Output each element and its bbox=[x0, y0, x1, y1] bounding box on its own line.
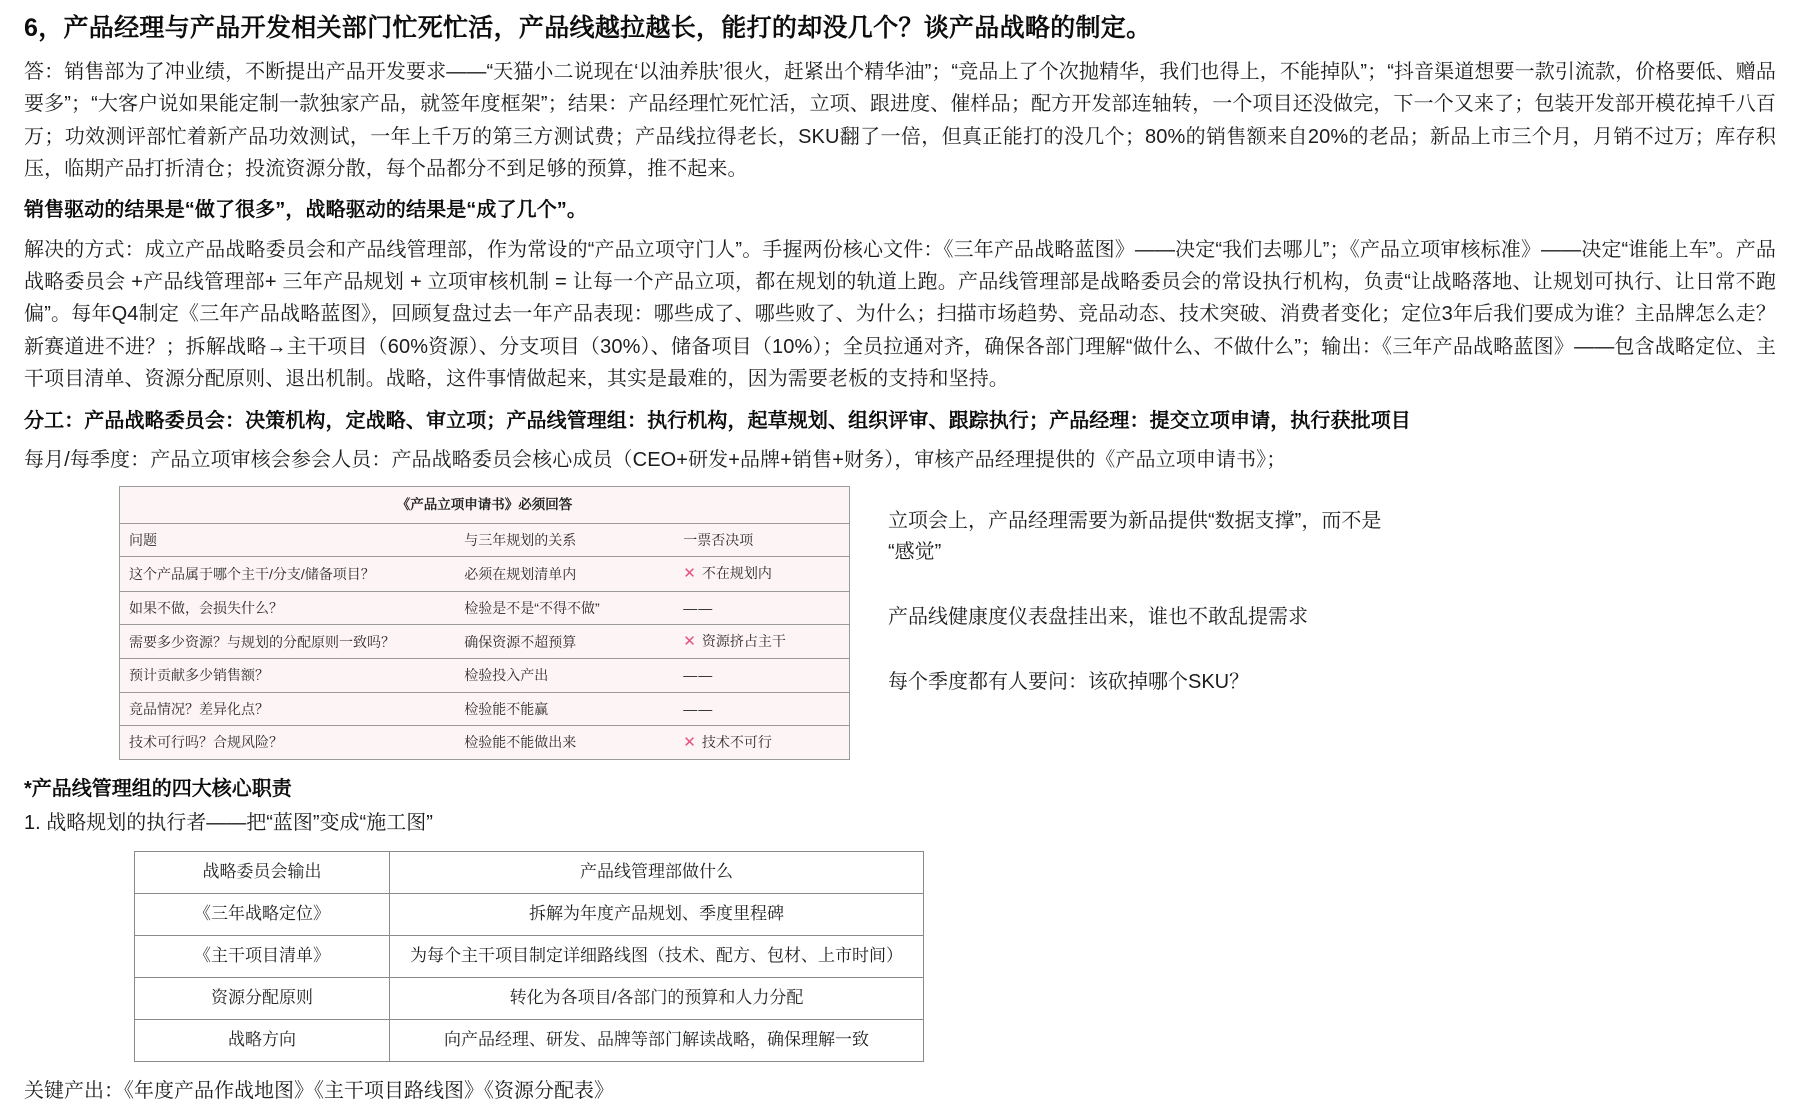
table-row bbox=[120, 591, 850, 624]
duties-section-title: *产品线管理组的四大核心职责 bbox=[24, 778, 292, 801]
cell-management-action: 为每个主干项目制定详细路线图（技术、配方、包材、上市时间） bbox=[390, 936, 924, 978]
table-row bbox=[120, 692, 850, 725]
cell-veto bbox=[674, 725, 849, 760]
checklist-table-wrap bbox=[24, 486, 850, 760]
cell-committee-output: 资源分配原则 bbox=[135, 978, 390, 1020]
cell-relation: 检验能不能做出来 bbox=[455, 725, 674, 760]
cross-icon: ✕ bbox=[683, 733, 696, 751]
checklist-strip bbox=[24, 486, 1776, 760]
division-of-labor-line: 分工：产品战略委员会：决策机构，定战略、审立项；产品线管理组：执行机构，起草规划、组织评审、跟踪执行；产品经理：提交立项申请，执行获批项目 bbox=[24, 409, 1411, 432]
cell-veto bbox=[674, 624, 849, 659]
review-cadence-line: 每月/每季度：产品立项审核会参会人员：产品战略委员会核心成员（CEO+研发+品牌+销售+财务），审核产品经理提供的《产品立项申请书》； bbox=[24, 449, 1287, 472]
cell-relation: 确保资源不超预算 bbox=[455, 624, 674, 659]
cross-icon: ✕ bbox=[683, 632, 696, 650]
highlight-line: 销售驱动的结果是“做了很多”，战略驱动的结果是“成了几个”。 bbox=[24, 199, 587, 222]
veto-none: —— bbox=[683, 700, 714, 717]
cell-relation: 必须在规划清单内 bbox=[455, 557, 674, 592]
page-title: 6，产品经理与产品开发相关部门忙死忙活，产品线越拉越长，能打的却没几个？谈产品战略的制定。 bbox=[24, 14, 1152, 42]
checklist-table bbox=[119, 486, 850, 760]
side-note-3: 每个季度都有人要问：该砍掉哪个SKU？ bbox=[888, 671, 1250, 694]
duties-table-wrap bbox=[24, 851, 1776, 1062]
column-header-1: 与三年规划的关系 bbox=[455, 523, 674, 556]
cell-management-action: 转化为各项目/各部门的预算和人力分配 bbox=[390, 978, 924, 1020]
cell-question: 技术可行吗？合规风险？ bbox=[120, 725, 456, 760]
cell-veto bbox=[674, 591, 849, 624]
cell-question: 如果不做，会损失什么？ bbox=[120, 591, 456, 624]
table-title-row bbox=[120, 487, 850, 524]
cell-committee-output: 战略方向 bbox=[135, 1019, 390, 1061]
column-header-0: 问题 bbox=[120, 523, 456, 556]
cell-committee-output: 《三年战略定位》 bbox=[135, 894, 390, 936]
cell-committee-output: 《主干项目清单》 bbox=[135, 936, 390, 978]
checklist-table-title: 《产品立项申请书》必须回答 bbox=[120, 487, 850, 524]
side-note-2: 产品线健康度仪表盘挂出来，谁也不敢乱提需求 bbox=[888, 606, 1308, 629]
veto-label: 资源挤占主干 bbox=[701, 632, 786, 649]
veto-none: —— bbox=[683, 599, 714, 616]
column-header-0: 战略委员会输出 bbox=[135, 852, 390, 894]
side-note-1: 立项会上，产品经理需要为新品提供“数据支撑”，而不是 “感觉” bbox=[888, 510, 1382, 564]
cell-question: 预计贡献多少销售额？ bbox=[120, 659, 456, 692]
side-notes bbox=[850, 486, 1776, 698]
cell-management-action: 拆解为年度产品规划、季度里程碑 bbox=[390, 894, 924, 936]
cell-question: 这个产品属于哪个主干/分支/储备项目？ bbox=[120, 557, 456, 592]
key-output-line: 关键产出：《年度产品作战地图》《主干项目路线图》《资源分配表》 bbox=[24, 1079, 614, 1102]
table-row bbox=[120, 557, 850, 592]
veto-label: 不在规划内 bbox=[701, 565, 772, 582]
answer-paragraph: 答：销售部为了冲业绩，不断提出产品开发要求——“天猫小二说现在‘以油养肤’很火，赶紧出个精华油”；“竞品上了个次抛精华，我们也得上，不能掉队”；“抖音渠道想要一款引流款，价格要低、赠品要多”；“大客户说如果能定制一款独家产品，就签年度框架”；结果：产品经理忙死忙活，立项、跟进度、催样品；配方开发部连轴转，一个项目还没做完，下一个又来了；包装开发部开模花掉千八百万；功效测评部忙着新产品功效测试，一年上千万的第三方测试费；产品线拉得老长，SKU翻了一倍，但真正能打的没几个；80%的销售额来自20%的老品；新品上市三个月，月销不过万；库存积压，临期产品打折清仓；投流资源分散，每个品都分不到足够的预算，推不起来。 bbox=[24, 60, 1776, 180]
cell-question: 竞品情况？差异化点？ bbox=[120, 692, 456, 725]
table-row bbox=[120, 725, 850, 760]
cell-relation: 检验是不是“不得不做” bbox=[455, 591, 674, 624]
duties-table bbox=[134, 851, 924, 1062]
table-row bbox=[135, 978, 924, 1020]
table-row bbox=[120, 659, 850, 692]
cross-icon: ✕ bbox=[683, 565, 696, 583]
cell-question: 需要多少资源？与规划的分配原则一致吗？ bbox=[120, 624, 456, 659]
cell-relation: 检验能不能赢 bbox=[455, 692, 674, 725]
cell-veto bbox=[674, 557, 849, 592]
column-header-1: 产品线管理部做什么 bbox=[390, 852, 924, 894]
table-row bbox=[135, 894, 924, 936]
cell-management-action: 向产品经理、研发、品牌等部门解读战略，确保理解一致 bbox=[390, 1019, 924, 1061]
table-header-row bbox=[135, 852, 924, 894]
table-row bbox=[135, 936, 924, 978]
cell-veto bbox=[674, 692, 849, 725]
veto-label: 技术不可行 bbox=[701, 733, 772, 750]
table-row bbox=[120, 624, 850, 659]
column-header-2: 一票否决项 bbox=[674, 523, 849, 556]
table-row bbox=[135, 1019, 924, 1061]
cell-veto bbox=[674, 659, 849, 692]
table-header-row bbox=[120, 523, 850, 556]
cell-relation: 检验投入产出 bbox=[455, 659, 674, 692]
veto-none: —— bbox=[683, 667, 714, 684]
solution-paragraph: 解决的方式：成立产品战略委员会和产品线管理部，作为常设的“产品立项守门人”。手握两份核心文件：《三年产品战略蓝图》——决定“我们去哪儿”；《产品立项审核标准》——决定“谁能上车”。产品战略委员会 +产品线管理部+ 三年产品规划 + 立项审核机制 = 让每一个产品立项，都在规划的轨道上跑。产品线管理部是战略委员会的常设执行机构，负责“让战略落地、让规划可执行、让日常不跑偏”。每年Q4制定《三年产品战略蓝图》，回顾复盘过去一年产品表现：哪些成了、哪些败了、为什么；扫描市场趋势、竞品动态、技术突破、消费者变化；定位3年后我们要成为谁？主品牌怎么走？新赛道进不进？；拆解战略→主干项目（60%资源）、分支项目（30%）、储备项目（10%）；全员拉通对齐，确保各部门理解“做什么、不做什么”；输出：《三年产品战略蓝图》——包含战略定位、主干项目清单、资源分配原则、退出机制。战略，这件事情做起来，其实是最难的，因为需要老板的支持和坚持。 bbox=[24, 238, 1776, 391]
duties-item-one: 1. 战略规划的执行者——把“蓝图”变成“施工图” bbox=[24, 812, 433, 835]
